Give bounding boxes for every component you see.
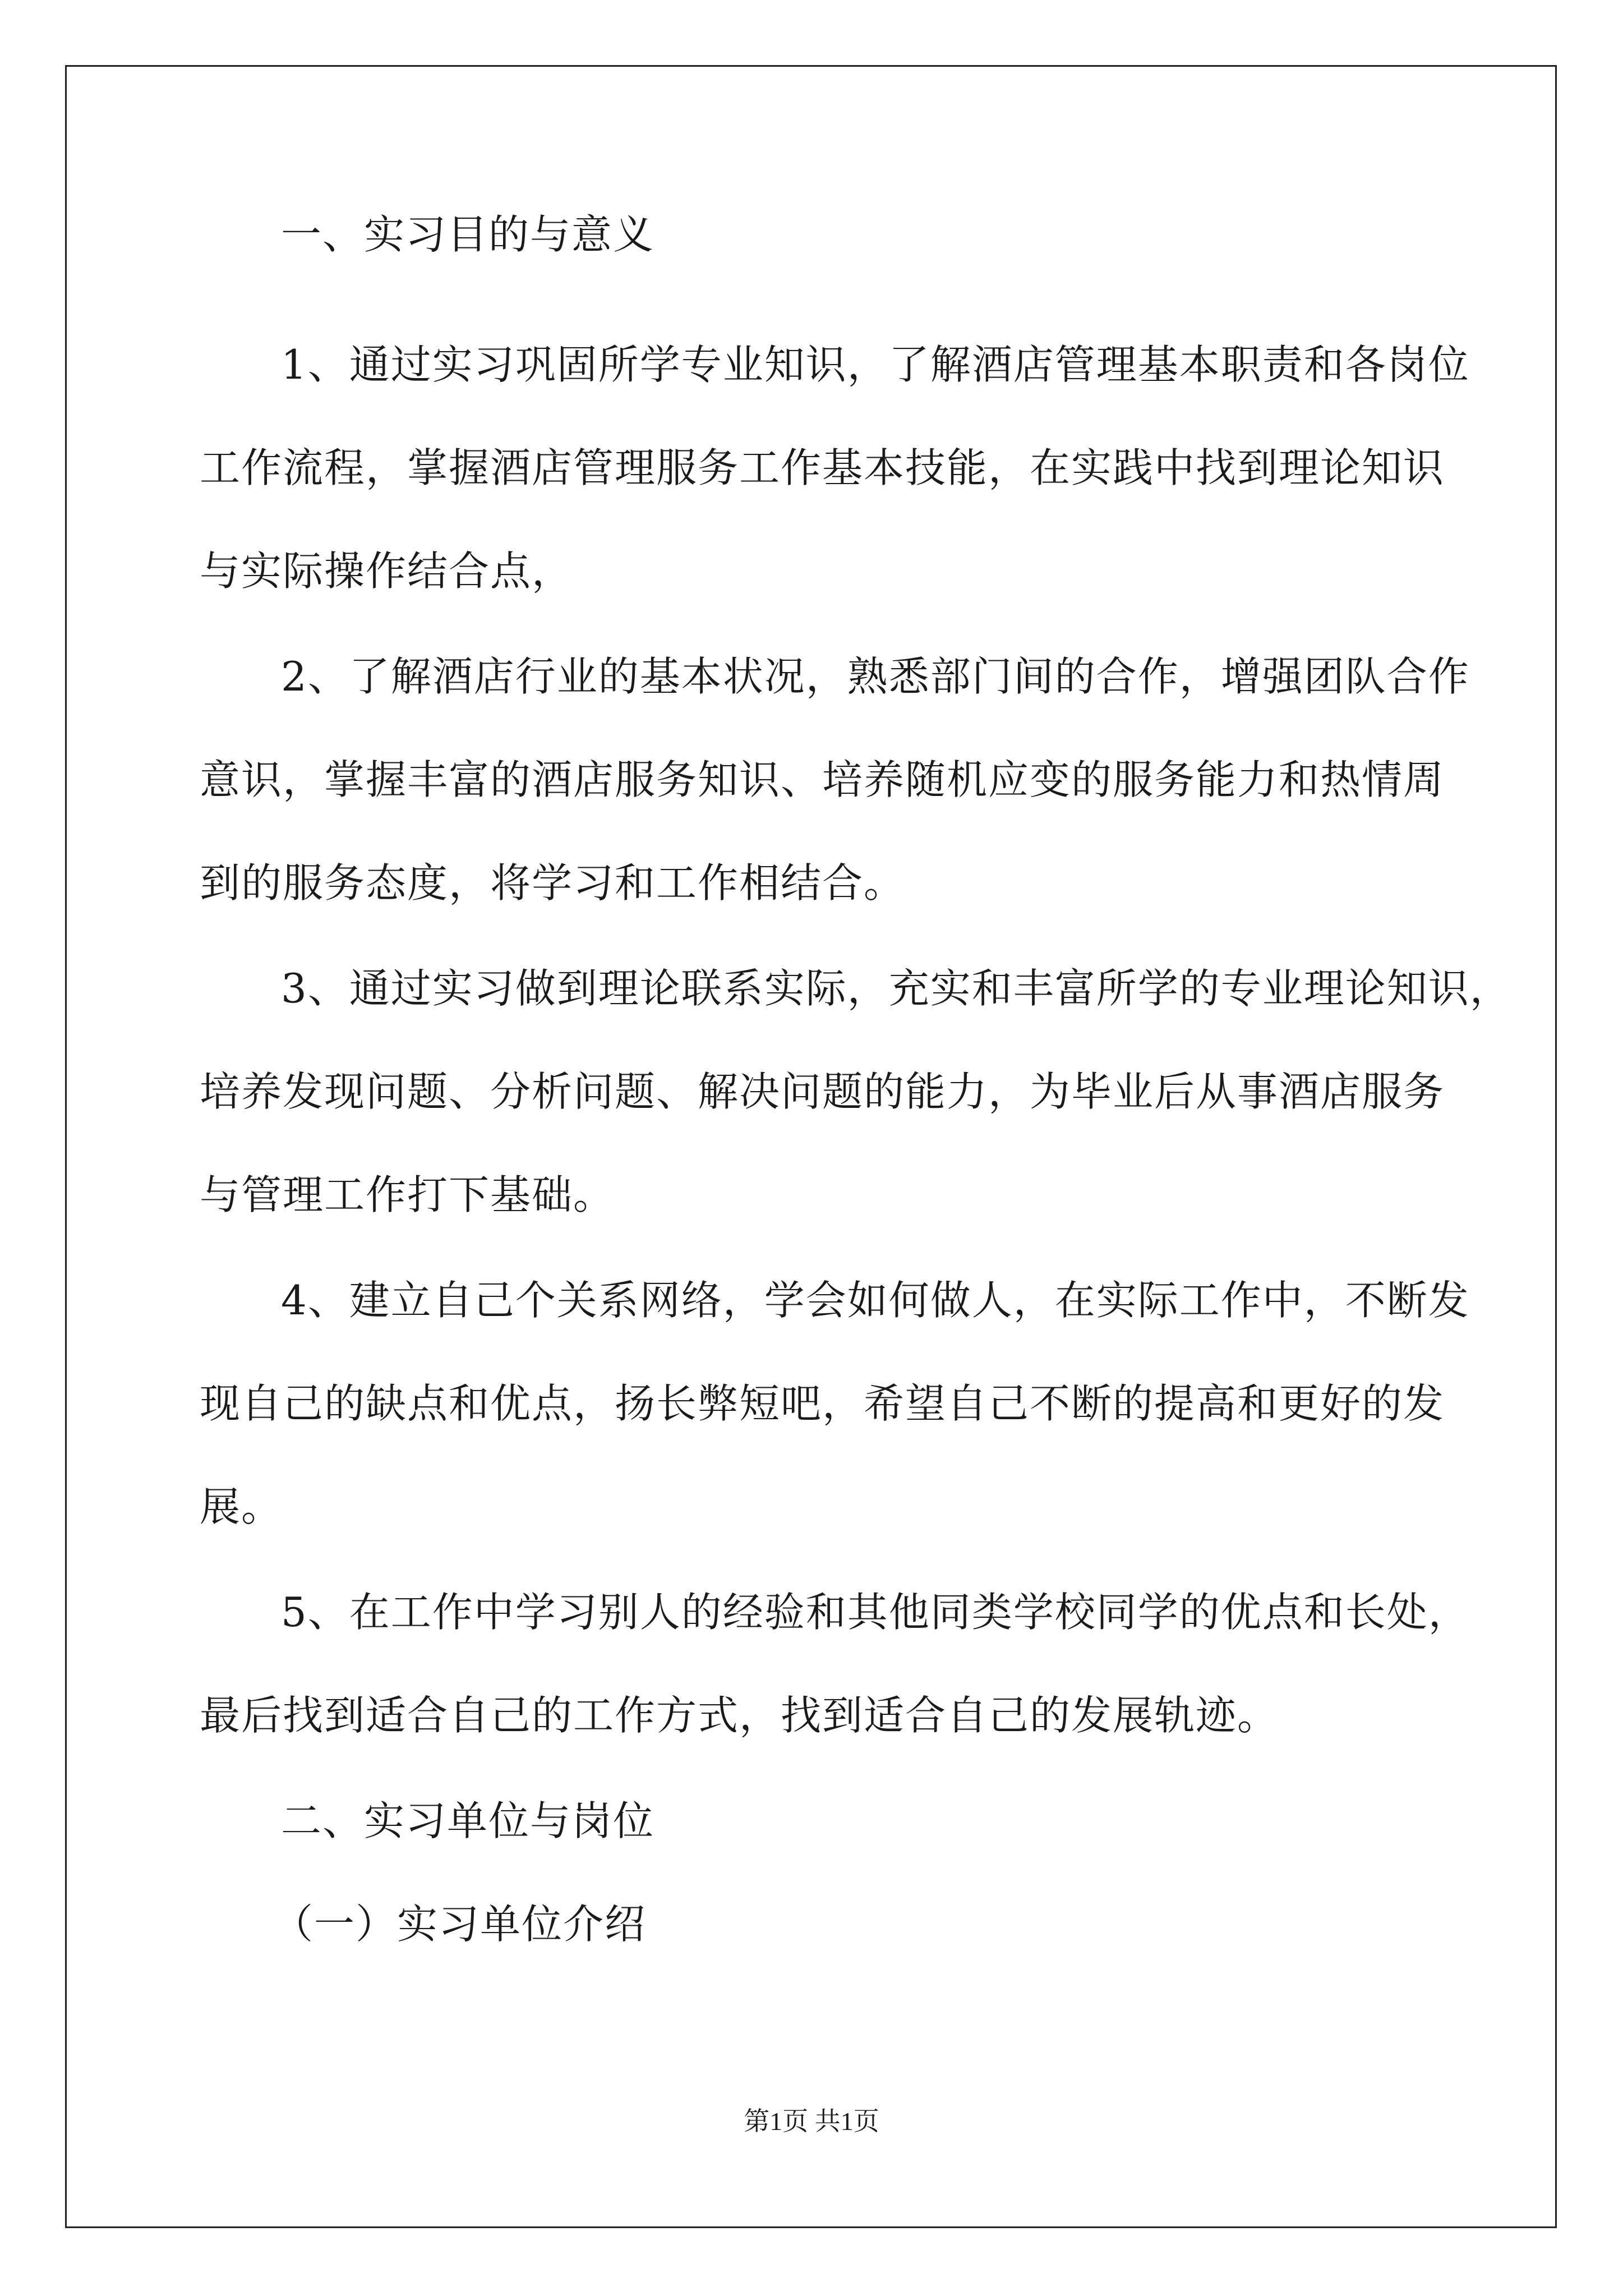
- paragraph-1-line-3: 与实际操作结合点，: [200, 547, 574, 595]
- paragraph-4-line-1: 4、建立自己个关系网络，学会如何做人，在实际工作中，不断发: [281, 1277, 1470, 1324]
- paragraph-5-line-1: 5、在工作中学习别人的经验和其他同类学校同学的优点和长处，: [281, 1589, 1470, 1636]
- paragraph-1-line-1: 1、通过实习巩固所学专业知识，了解酒店管理基本职责和各岗位: [281, 341, 1470, 388]
- heading-purpose: 一、实习目的与意义: [281, 211, 655, 258]
- paragraph-5-line-2: 最后找到适合自己的工作方式，找到适合自己的发展轨迹。: [200, 1692, 1279, 1739]
- paragraph-2-line-2: 意识，掌握丰富的酒店服务知识、培养随机应变的服务能力和热情周: [200, 756, 1445, 803]
- paragraph-1-line-2: 工作流程，掌握酒店管理服务工作基本技能，在实践中找到理论知识: [200, 444, 1445, 491]
- page-number: 第1页 共1页: [744, 2107, 879, 2136]
- paragraph-3-line-3: 与管理工作打下基础。: [200, 1171, 615, 1218]
- paragraph-4-line-2: 现自己的缺点和优点，扬长弊短吧，希望自己不断的提高和更好的发: [200, 1380, 1445, 1427]
- paragraph-4-line-3: 展。: [200, 1483, 283, 1530]
- subheading-unit-intro: （一）实习单位介绍: [273, 1901, 647, 1948]
- paragraph-2-line-3: 到的服务态度，将学习和工作相结合。: [200, 859, 906, 907]
- paragraph-3-line-2: 培养发现问题、分析问题、解决问题的能力，为毕业后从事酒店服务: [200, 1068, 1445, 1115]
- paragraph-2-line-1: 2、了解酒店行业的基本状况，熟悉部门间的合作，增强团队合作: [281, 653, 1470, 700]
- heading-unit-and-post: 二、实习单位与岗位: [281, 1797, 655, 1844]
- paragraph-3-line-1: 3、通过实习做到理论联系实际，充实和丰富所学的专业理论知识，: [281, 965, 1511, 1012]
